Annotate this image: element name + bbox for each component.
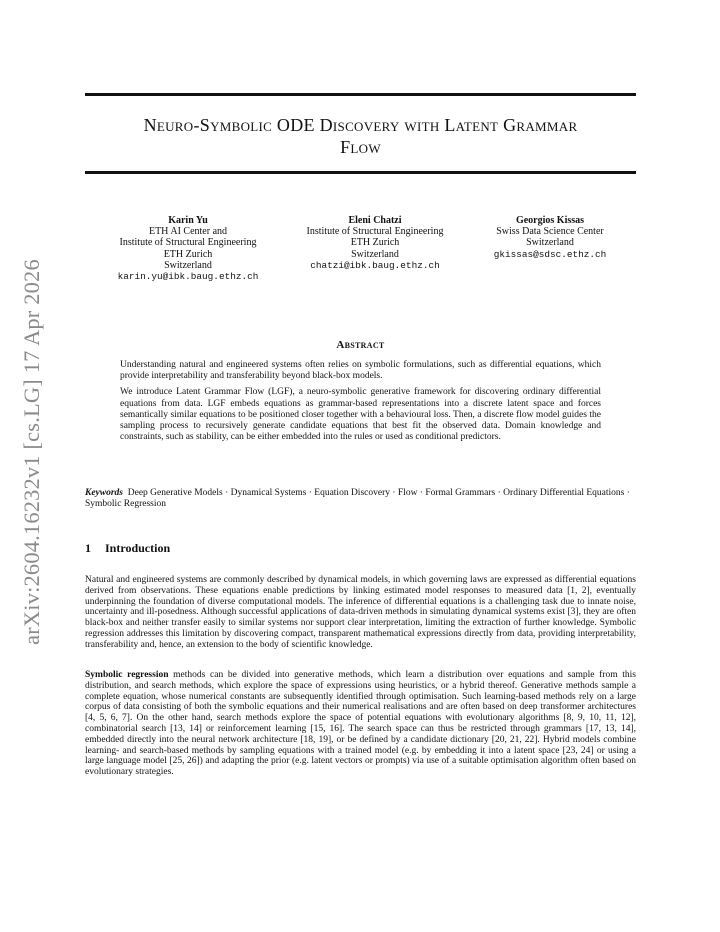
author-name: Georgios Kissas [515,215,585,226]
abstract-heading: Abstract [336,339,385,351]
title-top-rule [85,93,636,96]
author-name: Eleni Chatzi [348,215,402,226]
paper-title [85,114,636,158]
title-bottom-rule [85,171,636,174]
author-affiliation-line: Swiss Data Science Center [496,226,604,238]
author-affiliation-line: Switzerland [526,237,574,249]
section-number: 1 [85,541,91,555]
abstract-paragraph-1: Understanding natural and engineered systems often relies on symbolic formulations, such as differential equations, which provide interpretability and transferability beyond black-box models. [120,360,601,382]
author-affiliation-line: Switzerland [164,259,212,271]
intro-paragraph-2-lead: Symbolic regression [85,670,169,680]
keywords-text: Deep Generative Models · Dynamical Systems · Equation Discovery · Flow · Formal Grammars · Ordinary Differential Equations · Symbolic Regression [85,488,630,510]
author-email: karin.yu@ibk.baug.ethz.ch [117,271,259,283]
author-affiliation-line: ETH Zurich [163,248,213,260]
author-email: chatzi@ibk.baug.ethz.ch [310,259,440,271]
author-affiliation-line: Institute of Structural Engineering [119,237,257,249]
keywords-label: Keywords [85,488,123,498]
arxiv-identifier-stamp [15,258,49,646]
author-name: Karin Yu [168,215,208,226]
author-block-3 [473,215,627,260]
intro-paragraph-2 [85,670,636,778]
section-title: Introduction [105,541,171,555]
author-affiliation-line: Institute of Structural Engineering [306,226,444,238]
abstract-paragraph-2: We introduce Latent Grammar Flow (LGF), a neuro-symbolic generative framework for discovering ordinary differential equations from data. LGF embeds equations as grammar-based representations into a discrete latent space and forces semantically similar equations to be positioned closer together with a behavioural loss. Then, a discrete flow model guides the sampling process to recursively generate candidate equations that best fit the observed data. Domain knowledge and constraints, such as stability, can be either embedded into the rules or used as conditional predictors. [120,387,601,443]
author-affiliation-line: Switzerland [351,248,399,260]
author-affiliation-line: ETH AI Center and [148,226,228,238]
author-email: gkissas@sdsc.ethz.ch [493,248,607,260]
keywords-line [85,488,636,510]
abstract-body [120,360,601,448]
author-block-1 [103,215,273,282]
author-block-2 [287,215,463,271]
author-affiliation-line: ETH Zurich [350,237,400,249]
intro-paragraph-1: Natural and engineered systems are commonly described by dynamical models, in which governing laws are expressed as differential equations derived from observations. These equations enable predictions by linking estimated model responses to measured data [1, 2], eventually underpinning the foundation of diverse computational models. The inference of differential equations is a challenging task due to innate noise, uncertainty and ill-posedness. Although successful applications of data-driven methods in simulating dynamical systems exist [3], they are often black-box and neither transfer easily to similar systems nor support clear interpretation, limiting the extraction of further knowledge. Symbolic regression addresses this limitation by discovering compact, transparent mathematical expressions directly from data, providing interpretability, transferability and, hence, an extension to the body of scientific knowledge. [85,575,636,650]
intro-paragraph-2-text: methods can be divided into generative methods, which learn a distribution over equations and sample from this distribution, and search methods, which explore the space of expressions using heuristics, or a hybrid thereof. Generative methods sample a complete equation, whose numerical constants are subsequently identified through optimisation. Such learning-based methods rely on a large corpus of data consisting of both the symbolic equations and their numerical realisations and are often based on deep transformer architectures [4, 5, 6, 7]. On the other hand, search methods explore the space of potential equations with evolutionary algorithms [8, 9, 10, 11, 12], combinatorial search [13, 14] or reinforcement learning [15, 16]. The search space can thus be restricted through grammars [17, 13, 14], embedded directly into the neural network architecture [18, 19], or be defined by a candidate dictionary [20, 21, 22]. Hybrid models combine learning- and search-based methods by sampling equations with a trained model (e.g. by embedding it into a latent space [23, 24] or using a large language model [25, 26]) and adapting the prior (e.g. latent vectors or prompts) via use of a suitable optimisation algorithm often based on evolutionary strategies. [85,670,636,778]
title-line-2: Flow [340,137,381,157]
title-line-1: Neuro-Symbolic ODE Discovery with Latent Grammar [143,115,578,135]
arxiv-identifier-text: arXiv:2604.16232v1 [cs.LG] 17 Apr 2026 [19,259,44,645]
section-heading-introduction [85,541,170,556]
